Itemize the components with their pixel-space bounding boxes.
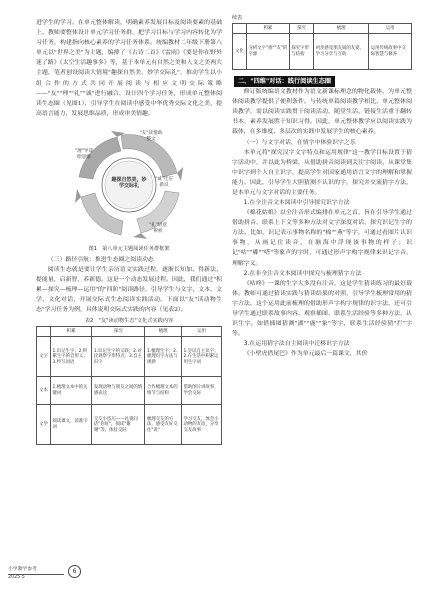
- table-header-cell: 积累: [247, 24, 290, 34]
- table-header-row: [233, 24, 412, 34]
- table-cell: 梳理交友的方法，感受友好交往"说": [145, 405, 182, 445]
- table-header-cell: 运用: [369, 24, 412, 34]
- body-paragraph: 进学生的学习。在单元整体解读，明确素养发展目标及阅读要素的基础上，教师要整体设计单元学习任务群，把学习目标与学习内容转化为学习任务，构建指向核心素养的学习任务体系。统编教材二年级下册第八单元以"世界之美"为主题，编排了《古诗二首》《雷雨》《要是你在野外迷了路》《太空生活趣事多》等，基于本单元有自然之美和人文之美两大主题，笔者创设阅读大情境"趣探自然美，妙学交际礼"，推动学生以小组合作的方式共同开展阅读与相应文明交际策略——"友""理""礼""诚"进行融合，设计四个学习任务，形成单元整体阅读生态圈（见图1），引导学生在阅读中感受中华优秀交际文化之美，提高语言能力，发展思维品质，形成审美情趣。: [36, 20, 222, 117]
- table-cell: 发现动物与朋友之间的情感表达: [92, 377, 145, 405]
- left-column: [36, 18, 222, 445]
- body-paragraph: 修订版统编语文教材作为语文新课标理念的物化载体，为单元整体阅读教学提供了便利条件。与传统单篇阅读教学相比，单元整体阅读教学，需以阅读实践贯于阅读活动，随堂生活，链接生活重于翻转书本，素养发展胜于知识习得。因此，单元整体教学应以阅读实践为载体，在多维度、多层次的实践中发展学生的核心素养。: [232, 89, 412, 136]
- label-top: "友"读情助整文: [139, 130, 163, 142]
- table-cell: 运用传统故事中交际智慧与修养: [369, 34, 412, 70]
- continued-label: 续表: [232, 15, 243, 21]
- table-header-cell: 梳理: [314, 24, 369, 34]
- row-label: 文本: [37, 377, 51, 405]
- continued-table: [232, 23, 412, 70]
- table-row: [37, 337, 222, 377]
- page-number: 6: [68, 565, 81, 578]
- body-paragraph: 阅读生态就是要让学生亲历语文实践过程，逐渐长知加、得新法，提能量，启新智，养新德。这是一个动态发展过程。因此，我们通过"积累—探究—梳理—运用"的"四阶"阅读路径，引导学生与文字、文本、文学、文化对话，开展交际式生态阅读实践活动。下面以"友"读动物生态"学习任务为例，具体说明交际式实践的内容（见表2）。: [36, 266, 222, 314]
- right-column: [232, 14, 412, 359]
- point-heading: 2.在非全注音文本阅读中探究与梳理猜字方法: [243, 270, 362, 277]
- table-row: [37, 377, 222, 405]
- body-paragraph: 《小壁虎借尾巴》作为单元最后一篇课文，其价: [243, 351, 368, 358]
- table-row: [233, 34, 412, 70]
- label-right: "诚"迁应新识: [154, 176, 173, 188]
- row-label: 文字: [37, 337, 51, 377]
- table-caption: 表2 "友"读动物生态"文化式实践内容: [84, 318, 174, 325]
- label-bottom: "礼"悟意辨析: [148, 222, 167, 234]
- row-label: 文学: [37, 405, 51, 445]
- table-cell: 学习交友，体会小动物的友谊，分享交友故事: [181, 405, 221, 445]
- table-header-cell: [233, 24, 247, 34]
- table-cell: 1.梳理文本中的关键词: [51, 377, 92, 405]
- table-header-cell: 积累: [51, 327, 92, 337]
- table-header-cell: [37, 327, 51, 337]
- table-header-cell: 探究: [289, 24, 313, 34]
- table-cell: 分析文字"朋""友"的字源: [247, 34, 290, 70]
- table-header-cell: 探究: [92, 327, 145, 337]
- table-cell: 1.梳理生字；2.梳理识字方法与规律: [145, 337, 182, 377]
- body-paragraph: 本单元将"探究汉字文字特点和运用规律"这一教学目标设置于猜字活动中，并以此为桥梁，从借助拼音阅读到关注字阅读，从课堂集中识字到个人自主识字，提高学生对国家通用语言文字的理解和掌握能力。因此，引导学生大胆猜测不认识的字，探究并交流猜字方法，是本单元与文字对话的主要任务。: [232, 149, 412, 196]
- table-header-row: [37, 327, 222, 337]
- table-cell: 1.识记生字；2.积累生字的音形义；3.抄写词语: [51, 337, 92, 377]
- arrow-head-2: [133, 233, 147, 239]
- journal-name: 小学教学参考: [8, 567, 37, 572]
- figure-caption: 图1 第八单元主题阅读任务群框架: [88, 245, 170, 252]
- table-cell: 1.识记生字的义联；2.对比观察字形特点；3.自主识字: [92, 337, 145, 377]
- table-cell: 探究字形与结构: [289, 34, 313, 70]
- practice-table: [36, 326, 222, 445]
- table-cell: 借助图片讲故事，学会交际: [181, 377, 221, 405]
- sub-heading: （一）与文字对话，在情字中体验识字之乐: [243, 139, 356, 146]
- sub-heading: （三）路径引航：推进生态圈之阅读动态: [47, 256, 154, 263]
- arrow-head-3: [75, 189, 81, 203]
- center-text: 趣探自然美，妙学交际礼: [111, 176, 147, 190]
- section-heading: 二、"四维"对话：践行阅读生态圈: [234, 76, 335, 87]
- point-heading: 1.在全注音文本阅读中引导探究识字方法: [243, 200, 350, 207]
- row-label: 文化: [233, 34, 247, 70]
- point-heading: 3.在运用猜字法自主阅读中迁移识字方法: [243, 341, 350, 348]
- journal-issue: 2025·5: [8, 575, 25, 580]
- figure-1: [36, 125, 222, 243]
- table-header-cell: 梳理: [145, 327, 182, 337]
- label-left: "理"导读绘思维: [74, 148, 93, 160]
- arrow-head-1: [177, 167, 183, 181]
- table-cell: 初步感受朋友间的友爱，学习分享与互助: [314, 34, 369, 70]
- body-paragraph: 《棉花姑娘》以全注音形式编排在单元之首，旨在引导学生通过借助拼音、联系上下文等多种方法对文字深度对话，探究识记生字的方法。比如，识记表示事物名称的"棉""燕"等字，可通过看图片认识事物，从画记住读音，在脑海中浮现该事物的样子；识记"咕""嘟""嗒"等象声的字时，可通过形声字构字规律来识记字音，理解字义。: [232, 210, 412, 267]
- table-cell: 交友小技巧——礼貌问话"你好"，阅读"谢谢"等，体验交际: [92, 405, 145, 445]
- footer-divider: [8, 574, 64, 575]
- table-header-cell: 运用: [181, 327, 221, 337]
- table-cell: 合作梳理文本的情节与结构: [145, 377, 182, 405]
- section-heading-wrap: [232, 76, 412, 87]
- table-row: [37, 405, 222, 445]
- table-cell: 阅读课文，读准字词: [51, 405, 92, 445]
- body-paragraph: 《咕咚》一课的生字大多没有注音，这是学生猜读练习的最好载体。教师可通过猜读实践与猜读结果的对照，引导学生梳理常用的猜字方法。这个运用此前梳理的借助形声字构字规律的识字法，还可引导学生通过联系故事内容、观察插图、联系生活经验等多种方法，认识生字。如借插图猜测"湖""鹿""象"等字，联系生活经验猜"拦"字等。: [232, 280, 412, 338]
- table-cell: 1.尝试自主识字；2.在生活中积累运用生字词: [181, 337, 221, 377]
